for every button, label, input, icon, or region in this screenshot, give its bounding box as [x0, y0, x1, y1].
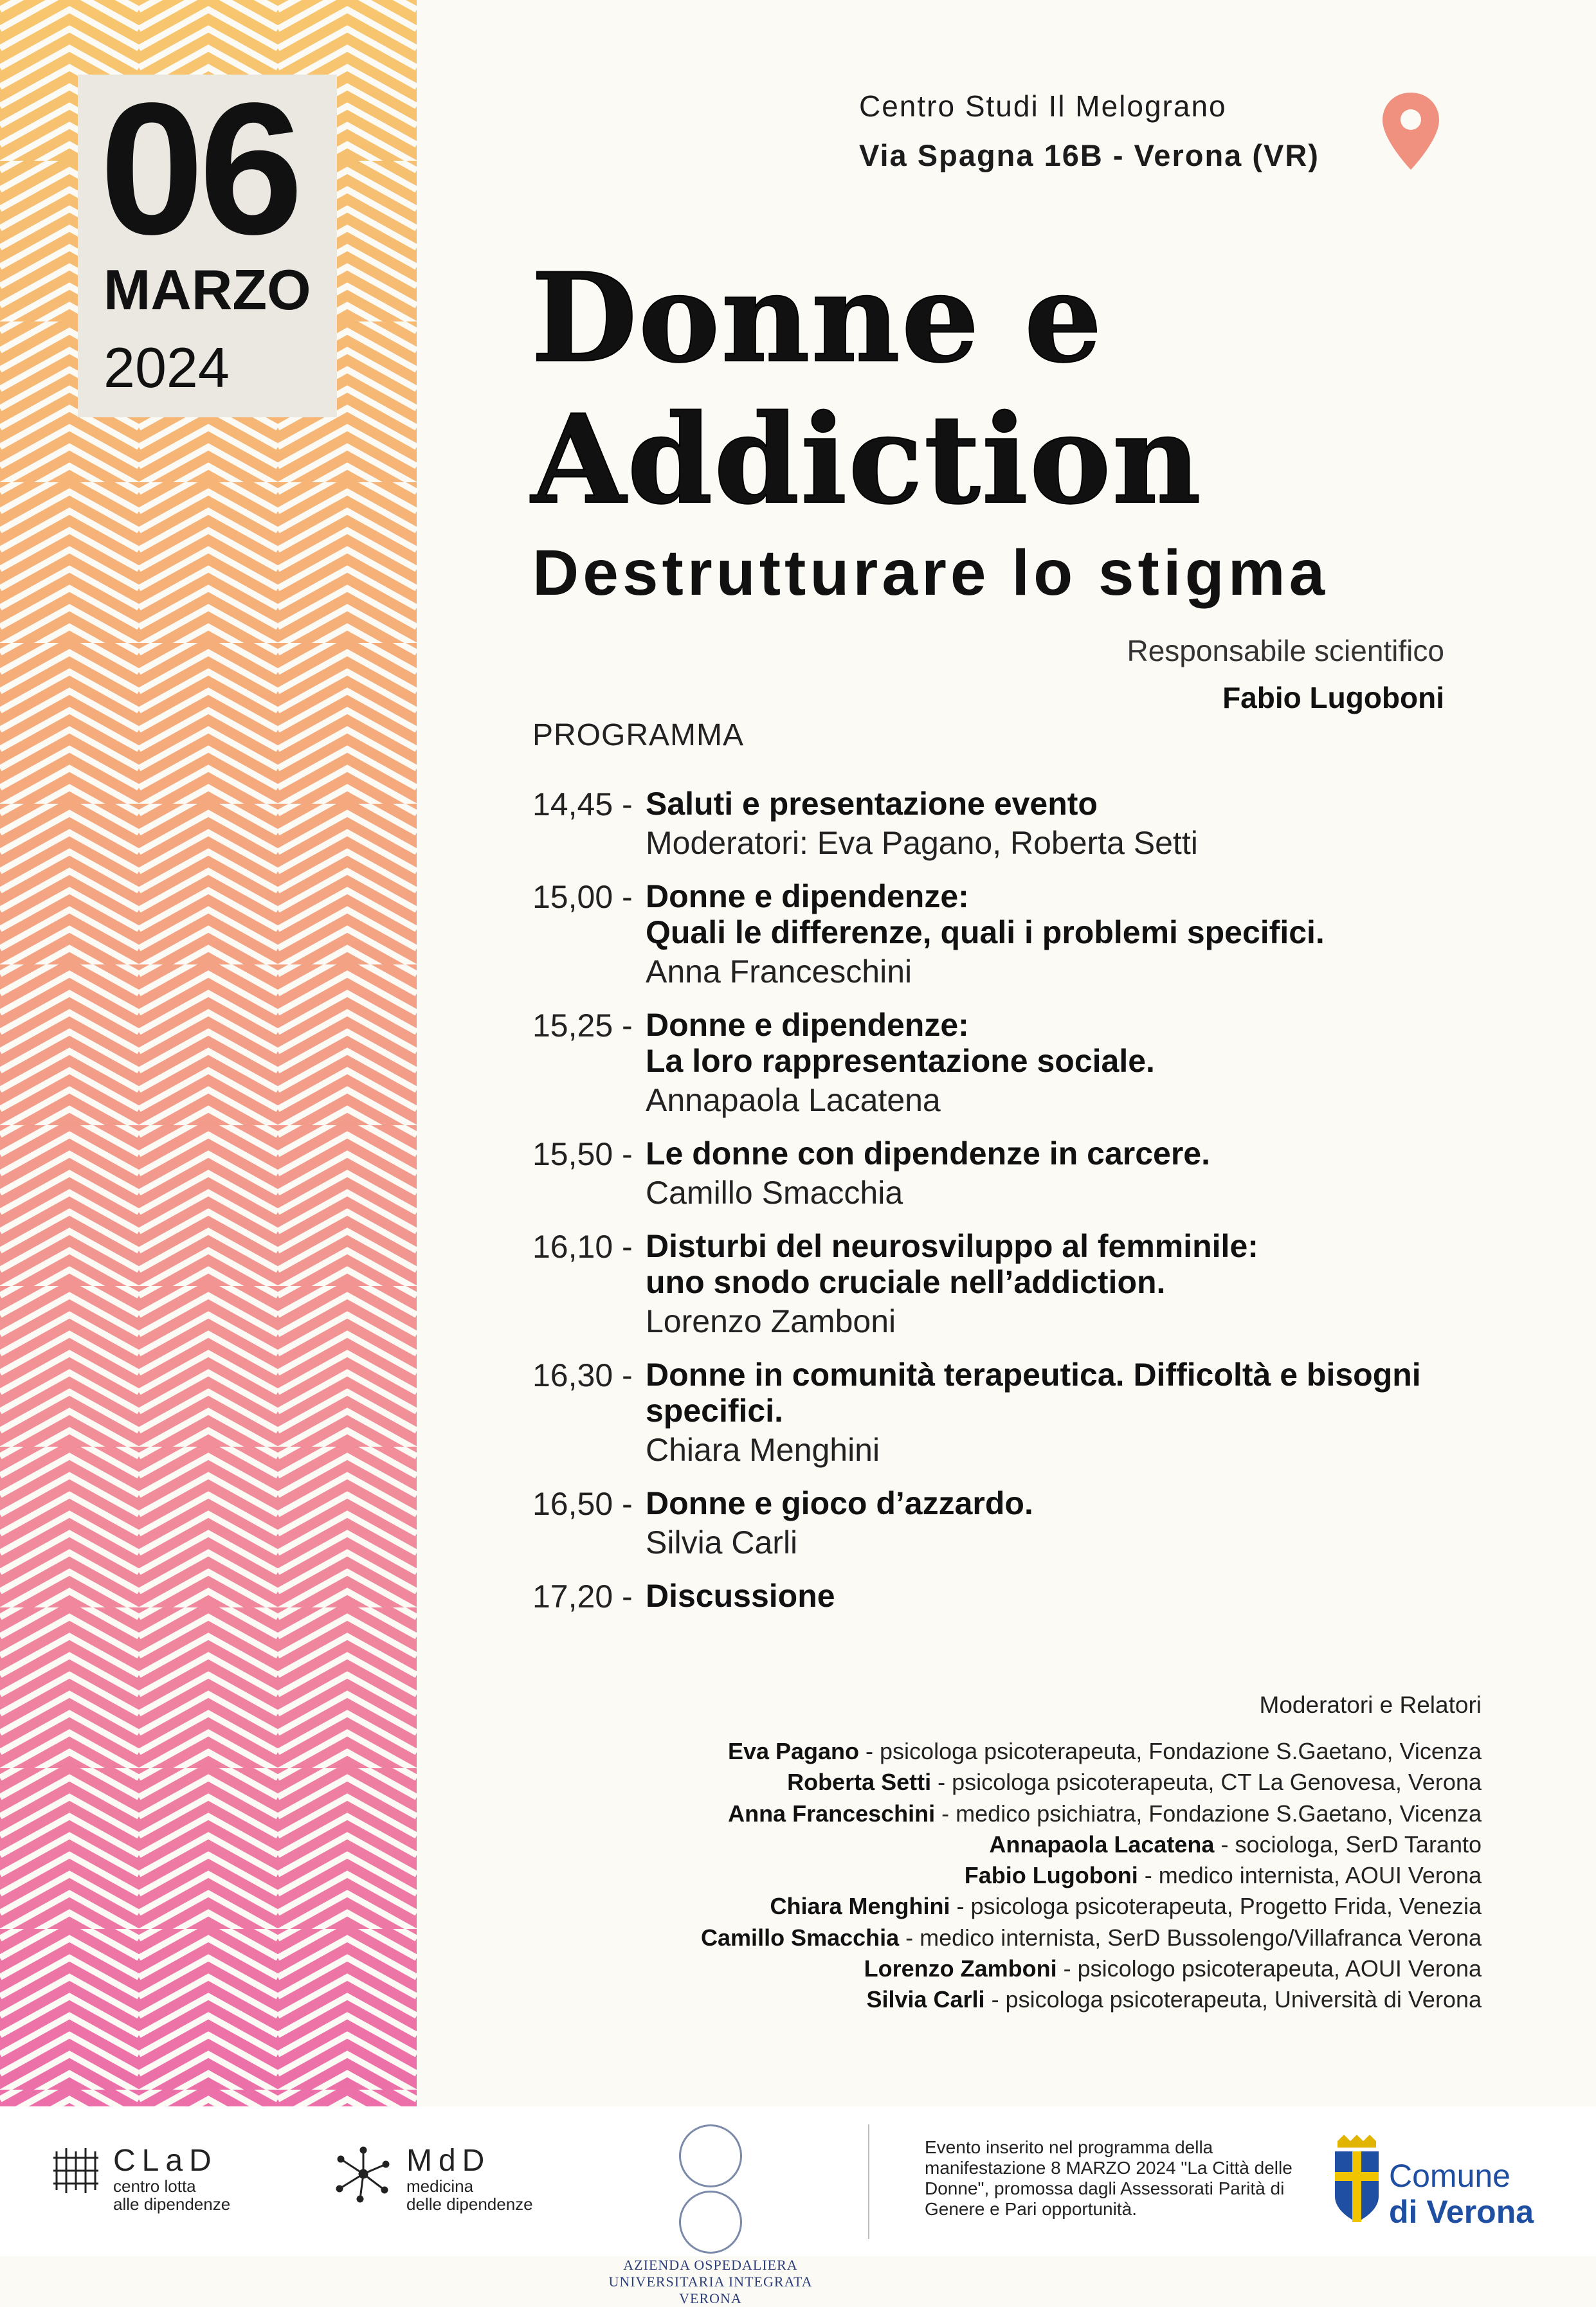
date-month: MARZO — [104, 258, 311, 321]
speaker-role: - psicologo psicoterapeuta, AOUI Verona — [1056, 1955, 1482, 1982]
program-time: 15,50 - — [532, 1136, 633, 1172]
program-list — [532, 786, 1484, 1628]
speaker-name: Lorenzo Zamboni — [864, 1955, 1057, 1982]
speaker-name: Annapaola Lacatena — [989, 1831, 1215, 1858]
comune-text — [1389, 2158, 1534, 2230]
title-line-1: Donne e — [531, 246, 1103, 390]
speaker-role: - medico internista, AOUI Verona — [1138, 1862, 1482, 1889]
speaker-entry — [701, 1767, 1482, 1798]
program-item — [532, 1228, 1484, 1343]
program-topic: Disturbi del neurosviluppo al femminile: — [646, 1228, 1258, 1264]
speaker-entry — [701, 1953, 1482, 1984]
program-speaker: Annapaola Lacatena — [646, 1082, 941, 1118]
program-speaker: Lorenzo Zamboni — [646, 1303, 896, 1339]
program-speaker: Moderatori: Eva Pagano, Roberta Setti — [646, 825, 1198, 861]
program-topic: Quali le differenze, quali i problemi specifici. — [646, 914, 1325, 950]
program-item — [532, 1357, 1484, 1471]
program-speaker: Camillo Smacchia — [646, 1175, 903, 1211]
program-topic: Le donne con dipendenze in carcere. — [646, 1135, 1210, 1172]
speaker-entry — [701, 1798, 1482, 1829]
venue-name: Centro Studi Il Melograno — [859, 89, 1227, 123]
aoui-logo — [598, 2124, 823, 2307]
speaker-name: Anna Franceschini — [728, 1800, 936, 1827]
footer — [0, 2106, 1596, 2306]
footer-divider — [868, 2124, 869, 2239]
comune-logo — [1331, 2132, 1534, 2232]
comune-line1: Comune — [1389, 2158, 1510, 2194]
speaker-name: Chiara Menghini — [770, 1893, 950, 1920]
speaker-role: - psicologa psicoterapeuta, Progetto Frida, Venezia — [950, 1893, 1482, 1920]
program-time: 15,00 - — [532, 879, 633, 915]
speaker-name: Roberta Setti — [787, 1769, 932, 1796]
program-topic: Saluti e presentazione evento — [646, 786, 1098, 822]
mdd-line1: medicina — [406, 2176, 474, 2196]
aoui-line2: UNIVERSITARIA INTEGRATA — [608, 2274, 813, 2290]
mdd-burst-icon — [334, 2145, 392, 2203]
clad-name: CLaD — [113, 2144, 218, 2178]
speaker-role: - medico internista, SerD Bussolengo/Villafranca Verona — [899, 1924, 1482, 1951]
event-note: Evento inserito nel programma della manifestazione 8 MARZO 2024 "La Città delle Donne", promossa dagli Assessorati Parità di Genere e Pari opportunità. — [925, 2137, 1292, 2219]
speaker-entry — [701, 1736, 1482, 1767]
program-item — [532, 1135, 1484, 1214]
speaker-entry — [701, 1922, 1482, 1953]
speaker-entry — [701, 1891, 1482, 1922]
speaker-role: - medico psichiatra, Fondazione S.Gaetano, Vicenza — [935, 1800, 1482, 1827]
program-time: 15,25 - — [532, 1008, 633, 1044]
program-topic: uno snodo cruciale nell’addiction. — [646, 1264, 1166, 1300]
speaker-entry — [701, 1984, 1482, 2015]
speaker-name: Eva Pagano — [727, 1738, 860, 1764]
program-label: PROGRAMMA — [532, 718, 745, 752]
speaker-role: - psicologa psicoterapeuta, CT La Genovesa, Verona — [931, 1769, 1482, 1796]
venue-address: Via Spagna 16B - Verona (VR) — [859, 138, 1319, 172]
speakers-list — [701, 1736, 1482, 2016]
responsible-label: Responsabile scientifico — [1127, 634, 1444, 667]
program-speaker: Chiara Menghini — [646, 1432, 880, 1468]
program-item — [532, 1007, 1484, 1121]
speaker-entry — [701, 1829, 1482, 1860]
program-topic: Donne e dipendenze: — [646, 1007, 969, 1043]
map-pin-icon — [1380, 90, 1442, 172]
aoui-line1: AZIENDA OSPEDALIERA — [623, 2257, 798, 2273]
speaker-role: - sociologa, SerD Taranto — [1214, 1831, 1482, 1858]
event-subtitle: Destrutturare lo stigma — [532, 537, 1329, 609]
program-time: 14,45 - — [532, 786, 633, 822]
program-topic: Donne in comunità terapeutica. Difficoltà e bisogni — [646, 1357, 1421, 1393]
program-item — [532, 786, 1484, 864]
program-speaker: Silvia Carli — [646, 1524, 798, 1561]
seal-icon — [679, 2191, 742, 2254]
clad-grid-icon — [50, 2145, 102, 2196]
clad-line1: centro lotta — [113, 2176, 196, 2196]
program-topic: specifici. — [646, 1393, 783, 1429]
seal-icon — [679, 2124, 742, 2187]
speaker-role: - psicologa psicoterapeuta, Università di Verona — [984, 1986, 1482, 2013]
speaker-name: Fabio Lugoboni — [964, 1862, 1138, 1889]
title-line-2: Addiction — [531, 388, 1202, 531]
program-topic: La loro rappresentazione sociale. — [646, 1043, 1155, 1079]
event-title — [531, 248, 1202, 530]
program-item — [532, 878, 1484, 993]
speaker-role: - psicologa psicoterapeuta, Fondazione S.Gaetano, Vicenza — [859, 1738, 1482, 1764]
program-time: 16,50 - — [532, 1486, 633, 1522]
responsible-name: Fabio Lugoboni — [1222, 681, 1444, 714]
program-speaker: Anna Franceschini — [646, 954, 912, 990]
program-item — [532, 1578, 1484, 1614]
date-day: 06 — [100, 64, 298, 273]
aoui-line3: VERONA — [679, 2290, 742, 2306]
program-time: 17,20 - — [532, 1579, 633, 1615]
program-time: 16,10 - — [532, 1229, 633, 1265]
mdd-line2: delle dipendenze — [406, 2194, 533, 2214]
date-year: 2024 — [104, 336, 230, 399]
program-topic: Donne e dipendenze: — [646, 878, 969, 914]
program-item — [532, 1485, 1484, 1564]
program-topic: Discussione — [646, 1578, 835, 1614]
program-topic: Donne e gioco d’azzardo. — [646, 1485, 1033, 1521]
date-box — [78, 64, 337, 417]
speaker-name: Camillo Smacchia — [701, 1924, 900, 1951]
program-time: 16,30 - — [532, 1357, 633, 1393]
speakers-title: Moderatori e Relatori — [1259, 1692, 1482, 1718]
speaker-name: Silvia Carli — [866, 1986, 985, 2013]
verona-crest-icon — [1331, 2132, 1383, 2229]
mdd-name: MdD — [406, 2144, 491, 2178]
clad-line2: alle dipendenze — [113, 2194, 231, 2214]
comune-line2: di Verona — [1389, 2194, 1534, 2230]
speaker-entry — [701, 1860, 1482, 1891]
